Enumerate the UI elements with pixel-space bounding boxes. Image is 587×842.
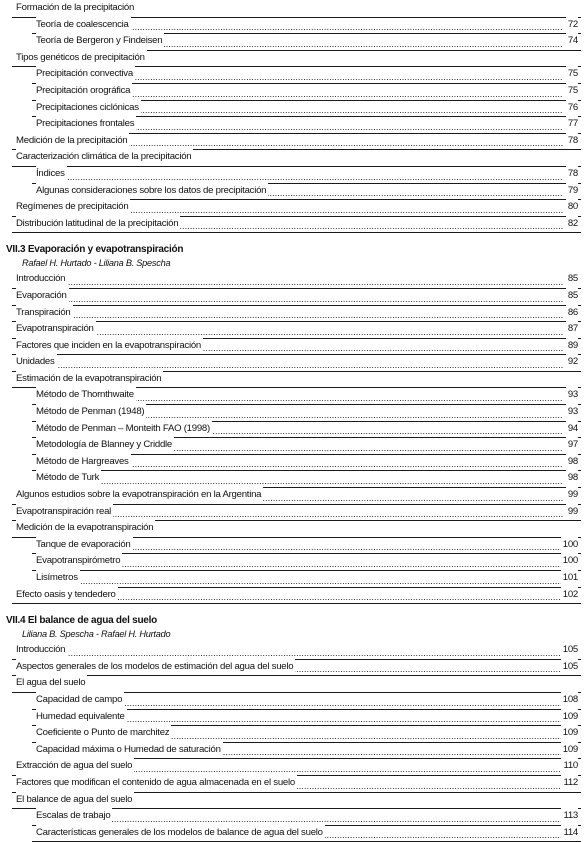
toc-entry — [12, 289, 581, 306]
toc-page-number: 74 — [566, 33, 578, 49]
toc-page-number: 93 — [566, 404, 578, 420]
toc-entry-title: Escalas de trabajo — [36, 808, 112, 824]
toc-entry — [12, 776, 581, 793]
leader-dots — [36, 821, 563, 822]
toc-entry-title: Humedad equivalente — [36, 709, 127, 725]
toc-entry-title: Unidades — [16, 354, 57, 370]
toc-entry-title: Medición de la precipitación — [16, 133, 129, 149]
toc-block-precipitation — [12, 1, 581, 233]
toc-entry-title: Lisímetros — [36, 570, 80, 586]
toc-entry-title: Evapotranspiración real — [16, 504, 113, 520]
toc-entry — [32, 405, 581, 422]
toc-page-number: 75 — [566, 66, 578, 82]
toc-page-number: 114 — [561, 825, 578, 841]
toc-entry-title: Método de Thornthwaite — [36, 387, 136, 403]
toc-entry — [32, 693, 581, 710]
toc-entry-title: El balance de agua del suelo — [16, 792, 134, 808]
toc-entry — [32, 18, 581, 35]
toc-page-number: 85 — [566, 271, 578, 287]
toc-entry — [32, 422, 581, 439]
toc-page-number: 113 — [561, 808, 578, 824]
toc-entry-title: Coeficiente o Punto de marchitez — [36, 725, 171, 741]
toc-entry-title: Capacidad máxima o Humedad de saturación — [36, 742, 223, 758]
toc-page-number: 101 — [561, 570, 578, 586]
leader-dots — [36, 179, 563, 180]
toc-entry — [12, 134, 581, 151]
toc-entry-title: Método de Penman (1948) — [36, 404, 146, 420]
toc-entry — [32, 710, 581, 727]
leader-dots — [16, 284, 563, 285]
toc-page-number: 76 — [566, 100, 578, 116]
toc-page-number: 112 — [561, 775, 578, 791]
toc-entry-title: Extracción de agua del suelo — [16, 758, 134, 774]
toc-entry-title: Algunas consideraciones sobre los datos de precipitación — [36, 183, 268, 199]
toc-page-number: 75 — [566, 83, 578, 99]
leader-dots — [16, 317, 563, 318]
toc-entry — [32, 809, 581, 826]
toc-entry — [12, 588, 581, 605]
toc-page-number: 78 — [566, 133, 578, 149]
toc-block-soil-water-balance — [12, 643, 581, 842]
toc-page-number: 105 — [561, 659, 578, 675]
toc-page-number: 82 — [566, 216, 578, 232]
toc-entry-title: Estimación de la evapotranspiración — [16, 371, 163, 387]
toc-page-number: 102 — [561, 587, 578, 603]
toc-entry — [12, 339, 581, 356]
toc-entry-title: Formación de la precipitación — [16, 0, 136, 16]
leader-dots — [16, 334, 563, 335]
toc-entry-title: Evapotranspirómetro — [36, 553, 122, 569]
toc-page-number: 77 — [566, 116, 578, 132]
toc-entry — [12, 217, 581, 234]
toc-page-number: 89 — [566, 338, 578, 354]
toc-page-number: 98 — [566, 454, 578, 470]
toc-entry-title: Teoría de coalescencia — [36, 17, 131, 33]
toc-entry-title: Medición de la evapotranspiración — [16, 520, 155, 536]
toc-entry — [32, 554, 581, 571]
toc-page-number: 110 — [561, 758, 578, 774]
toc-entry — [32, 184, 581, 201]
toc-entry — [12, 355, 581, 372]
toc-entry — [32, 67, 581, 84]
toc-page-number: 80 — [566, 199, 578, 215]
toc-entry-title: Método de Penman – Monteith FAO (1998) — [36, 421, 212, 437]
toc-entry — [12, 660, 581, 677]
toc-page-number: 100 — [561, 553, 578, 569]
toc-entry — [12, 200, 581, 217]
toc-page-number: 86 — [566, 305, 578, 321]
toc-entry-title: Evaporación — [16, 288, 69, 304]
toc-page-number: 85 — [566, 288, 578, 304]
toc-page-number: 98 — [566, 470, 578, 486]
toc-entry — [12, 505, 581, 522]
leader-dots — [16, 367, 563, 368]
toc-heading — [12, 793, 581, 810]
toc-entry — [12, 488, 581, 505]
toc-block-evapotranspiration — [12, 272, 581, 604]
toc-page-number: 92 — [566, 354, 578, 370]
toc-entry-title: Aspectos generales de los modelos de estimación del agua del suelo — [16, 659, 295, 675]
toc-entry — [32, 167, 581, 184]
toc-entry — [32, 455, 581, 472]
toc-page-number: 93 — [566, 387, 578, 403]
toc-entry — [12, 272, 581, 289]
toc-page-number: 100 — [561, 537, 578, 553]
toc-entry — [32, 571, 581, 588]
toc-entry-title: Características generales de los modelos de balance de agua del suelo — [36, 825, 325, 841]
toc-entry-title: Evapotranspiración — [16, 321, 96, 337]
toc-heading — [12, 521, 581, 538]
toc-entry — [32, 826, 581, 842]
toc-heading — [12, 51, 581, 68]
toc-entry — [32, 117, 581, 134]
toc-entry-title: El agua del suelo — [16, 675, 87, 691]
leader-dots — [36, 483, 563, 484]
toc-entry — [32, 101, 581, 118]
toc-entry — [32, 743, 581, 760]
toc-entry-title: Tipos genéticos de precipitación — [16, 50, 147, 66]
toc-entry-title: Factores que modifican el contenido de agua almacenada en el suelo — [16, 775, 297, 791]
toc-entry — [12, 643, 581, 660]
toc-entry-title: Precipitaciones ciclónicas — [36, 100, 141, 116]
toc-page-number: 78 — [566, 166, 578, 182]
toc-entry-title: Distribución latitudinal de la precipitación — [16, 216, 180, 232]
toc-entry-title: Transpiración — [16, 305, 73, 321]
toc-entry — [32, 726, 581, 743]
toc-page-number: 87 — [566, 321, 578, 337]
toc-entry-title: Tanque de evaporación — [36, 537, 133, 553]
toc-page-number: 94 — [566, 421, 578, 437]
leader-dots — [36, 583, 563, 584]
toc-entry-title: Método de Turk — [36, 470, 101, 486]
toc-entry-title: Introducción — [16, 642, 67, 658]
toc-entry-title: Precipitación convectiva — [36, 66, 135, 82]
toc-entry — [32, 388, 581, 405]
toc-entry-title: Precipitaciones frontales — [36, 116, 136, 132]
toc-entry-title: Algunos estudios sobre la evapotranspiración en la Argentina — [16, 487, 263, 503]
toc-entry-title: Introducción — [16, 271, 67, 287]
toc-entry — [12, 322, 581, 339]
toc-page-number: 108 — [561, 692, 578, 708]
toc-entry — [12, 759, 581, 776]
section-authors: Liliana B. Spescha - Rafael H. Hurtado — [22, 629, 171, 640]
toc-entry-title: Método de Hargreaves — [36, 454, 131, 470]
leader-dots — [16, 655, 563, 656]
toc-entry-title: Factores que inciden en la evapotranspiración — [16, 338, 203, 354]
section-title: VII.4 El balance de agua del suelo — [6, 615, 158, 627]
toc-entry — [32, 538, 581, 555]
toc-entry — [32, 34, 581, 51]
toc-entry-title: Regímenes de precipitación — [16, 199, 130, 215]
toc-entry — [32, 471, 581, 488]
toc-heading — [12, 1, 581, 18]
toc-heading — [12, 372, 581, 389]
toc-page-number: 97 — [566, 437, 578, 453]
toc-page-number: 99 — [566, 487, 578, 503]
toc-page-number: 79 — [566, 183, 578, 199]
toc-entry-title: Caracterización climática de la precipitación — [16, 149, 193, 165]
toc-entry — [32, 438, 581, 455]
toc-entry — [32, 84, 581, 101]
toc-heading — [12, 150, 581, 167]
toc-page-number: 109 — [561, 742, 578, 758]
toc-entry-title: Precipitación orográfica — [36, 83, 132, 99]
toc-page-number: 109 — [561, 725, 578, 741]
toc-entry-title: Índices — [36, 166, 67, 182]
toc-entry-title: Capacidad de campo — [36, 692, 124, 708]
toc-heading — [12, 676, 581, 693]
section-title: VII.3 Evaporación y evapotranspiración — [6, 244, 184, 256]
toc-entry-title: Efecto oasis y tendedero — [16, 587, 118, 603]
toc-entry-title: Metodología de Blanney y Criddle — [36, 437, 174, 453]
toc-entry-title: Teoría de Bergeron y Findeisen — [36, 33, 164, 49]
section-authors: Rafael H. Hurtado - Liliana B. Spescha — [22, 258, 171, 269]
toc-page-number: 105 — [561, 642, 578, 658]
toc-page-number: 109 — [561, 709, 578, 725]
toc-page-number: 99 — [566, 504, 578, 520]
toc-entry — [12, 306, 581, 323]
leader-dots — [16, 301, 563, 302]
toc-page-number: 72 — [566, 17, 578, 33]
